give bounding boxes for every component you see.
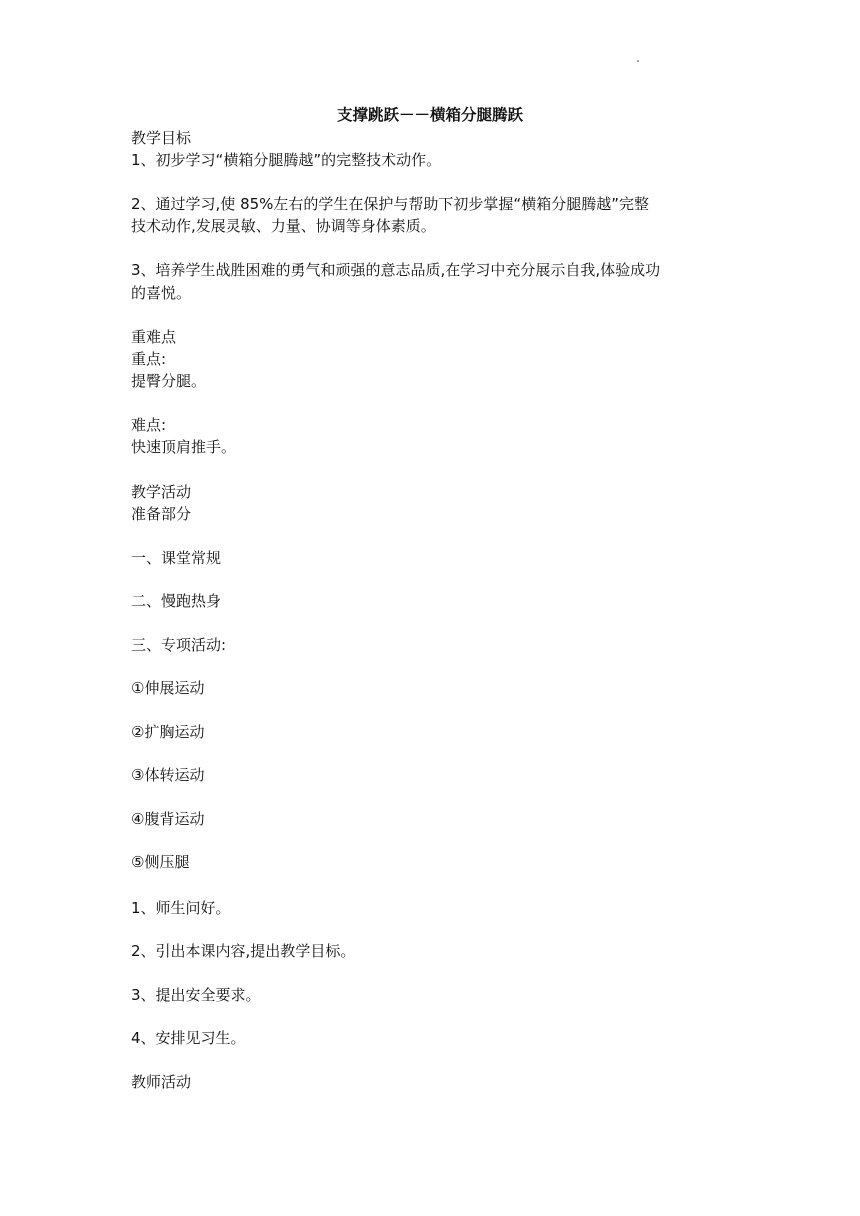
list-item: 4、安排见习生。 <box>131 1029 246 1047</box>
heading-teacher-activities: 教师活动 <box>131 1073 192 1091</box>
key-point-text: 提臀分腿。 <box>131 372 207 390</box>
goal-2-line-2: 技术动作,发展灵敏、力量、协调等身体素质。 <box>131 217 436 235</box>
heading-preparation: 准备部分 <box>131 505 192 523</box>
goal-3-line-2: 的喜悦。 <box>131 284 192 302</box>
label-key-point: 重点: <box>131 350 167 368</box>
list-item: 3、提出安全要求。 <box>131 986 261 1004</box>
list-item: 1、师生问好。 <box>131 899 231 917</box>
list-item: ⑤侧压腿 <box>131 853 190 871</box>
label-difficulty: 难点: <box>131 416 167 434</box>
page-mark <box>637 60 639 62</box>
difficulty-text: 快速顶肩推手。 <box>131 438 237 456</box>
list-item: ①伸展运动 <box>131 679 205 697</box>
list-item: ②扩胸运动 <box>131 723 205 741</box>
heading-teaching-goals: 教学目标 <box>131 129 192 147</box>
document-title: 支撑跳跃－－横箱分腿腾跃 <box>336 106 523 124</box>
list-item: ④腹背运动 <box>131 810 205 828</box>
list-item: 一、课堂常规 <box>131 549 222 567</box>
goal-3-line-1: 3、培养学生战胜困难的勇气和顽强的意志品质,在学习中充分展示自我,体验成功 <box>131 261 661 279</box>
goal-1: 1、初步学习“横箱分腿腾越”的完整技术动作。 <box>131 151 442 169</box>
list-item: 2、引出本课内容,提出教学目标。 <box>131 942 356 960</box>
list-item: 三、专项活动: <box>131 636 227 654</box>
list-item: ③体转运动 <box>131 766 205 784</box>
list-item: 二、慢跑热身 <box>131 592 222 610</box>
goal-2-line-1: 2、通过学习,使 85%左右的学生在保护与帮助下初步掌握“横箱分腿腾越”完整 <box>131 195 649 213</box>
heading-key-points: 重难点 <box>131 328 177 346</box>
heading-teaching-activities: 教学活动 <box>131 483 192 501</box>
